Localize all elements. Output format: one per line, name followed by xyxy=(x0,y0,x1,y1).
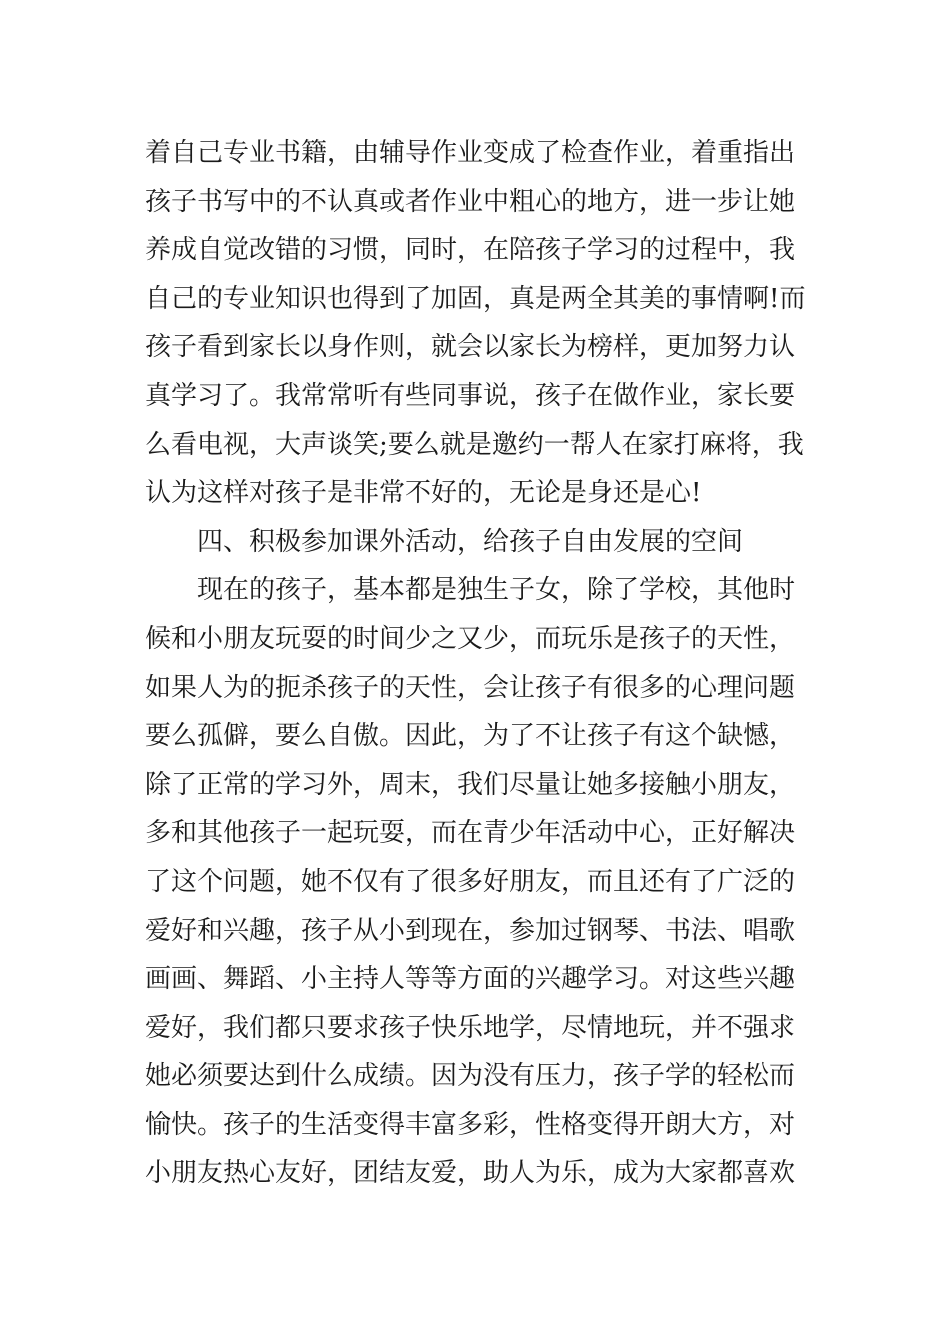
text-line: 自己的专业知识也得到了加固，真是两全其美的事情啊!而 xyxy=(145,283,806,314)
section-heading: 四、积极参加课外活动，给孩子自由发展的空间 xyxy=(197,526,744,557)
text-line: 除了正常的学习外，周末，我们尽量让她多接触小朋友， xyxy=(145,769,796,800)
text-line: 多和其他孩子一起玩耍，而在青少年活动中心，正好解决 xyxy=(145,818,796,849)
text-line: 要么孤僻，要么自傲。因此，为了不让孩子有这个缺憾， xyxy=(145,721,796,752)
text-line: 真学习了。我常常听有些同事说，孩子在做作业，家长要 xyxy=(145,380,796,411)
text-line: 孩子看到家长以身作则，就会以家长为榜样，更加努力认 xyxy=(145,332,796,363)
text-line: 么看电视，大声谈笑;要么就是邀约一帮人在家打麻将，我 xyxy=(145,429,804,460)
body-text xyxy=(145,129,810,1198)
text-line: 着自己专业书籍，由辅导作业变成了检查作业，着重指出 xyxy=(145,138,796,168)
text-line: 孩子书写中的不认真或者作业中粗心的地方，进一步让她 xyxy=(145,186,796,217)
text-line: 爱好，我们都只要求孩子快乐地学，尽情地玩，并不强求 xyxy=(145,1012,796,1043)
text-line: 现在的孩子，基本都是独生子女，除了学校，其他时 xyxy=(197,575,796,606)
text-line: 认为这样对孩子是非常不好的，无论是身还是心! xyxy=(145,478,702,509)
text-line: 小朋友热心友好，团结友爱，助人为乐，成为大家都喜欢 xyxy=(145,1158,796,1189)
text-line: 爱好和兴趣，孩子从小到现在，参加过钢琴、书法、唱歌 xyxy=(145,915,796,946)
text-line: 如果人为的扼杀孩子的天性，会让孩子有很多的心理问题 xyxy=(145,672,796,703)
text-line: 画画、舞蹈、小主持人等等方面的兴趣学习。对这些兴趣 xyxy=(145,964,796,995)
text-line: 了这个问题，她不仅有了很多好朋友，而且还有了广泛的 xyxy=(145,866,796,897)
text-line: 她必须要达到什么成绩。因为没有压力，孩子学的轻松而 xyxy=(145,1061,796,1092)
text-line: 候和小朋友玩耍的时间少之又少，而玩乐是孩子的天性， xyxy=(145,623,796,654)
text-line: 养成自觉改错的习惯，同时，在陪孩子学习的过程中，我 xyxy=(145,235,796,266)
text-line: 愉快。孩子的生活变得丰富多彩，性格变得开朗大方，对 xyxy=(145,1109,796,1140)
